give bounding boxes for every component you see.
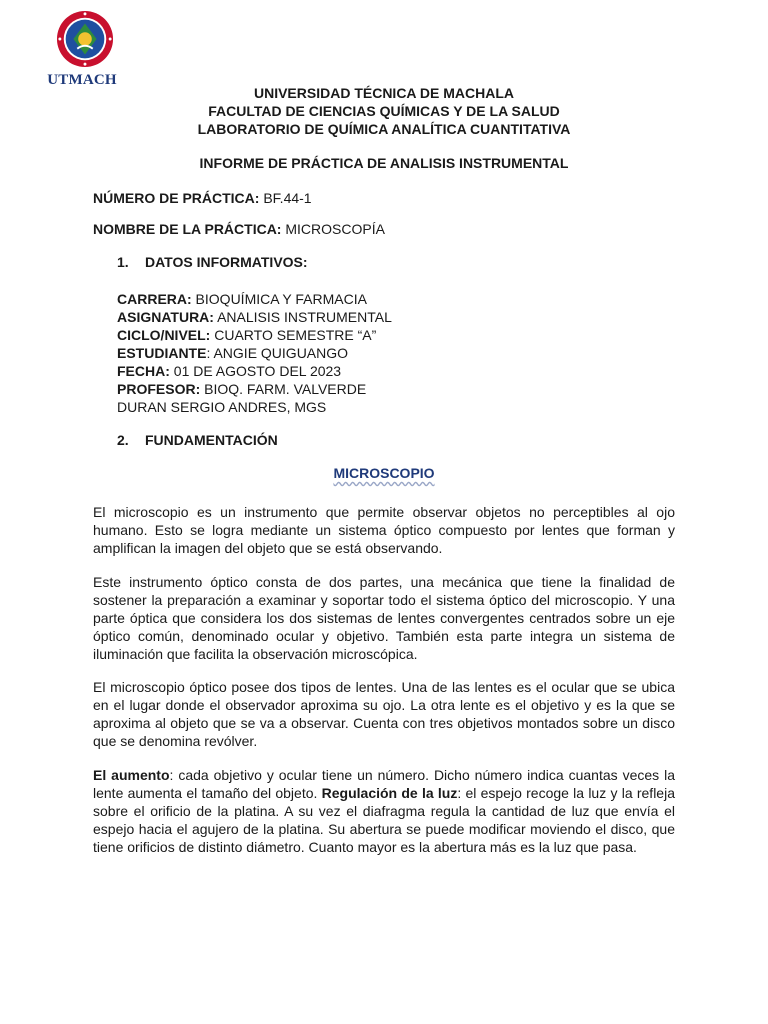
section-subtitle bbox=[0, 465, 768, 481]
university-name: UNIVERSIDAD TÉCNICA DE MACHALA bbox=[253, 85, 515, 101]
info-estudiante bbox=[117, 344, 392, 362]
carrera-value: BIOQUÍMICA Y FARMACIA bbox=[191, 291, 367, 307]
subtitle-text: MICROSCOPIO bbox=[333, 465, 435, 481]
estudiante-label: ESTUDIANTE bbox=[117, 345, 207, 361]
info-fecha bbox=[117, 362, 392, 380]
info-block bbox=[117, 290, 392, 416]
report-title: INFORME DE PRÁCTICA DE ANALISIS INSTRUMENTAL bbox=[199, 155, 569, 171]
term-regulacion-luz: Regulación de la luz bbox=[321, 785, 458, 801]
asignatura-label: ASIGNATURA: bbox=[117, 309, 214, 325]
faculty-name: FACULTAD DE CIENCIAS QUÍMICAS Y DE LA SALUD bbox=[208, 103, 560, 119]
practice-name-label: NOMBRE DE LA PRÁCTICA: bbox=[93, 221, 282, 237]
ciclo-value: CUARTO SEMESTRE “A” bbox=[210, 327, 377, 343]
paragraph-3: El microscopio óptico posee dos tipos de lentes. Una de las lentes es el ocular que se ubica en el lugar donde el observador aproxima su ojo. La otra lente es el objetivo y es la que se aproxima al objeto que se va a observar. Cuenta con tres objetivos montados sobre un disco que se denomina revólver. bbox=[93, 679, 675, 749]
fecha-label: FECHA: bbox=[117, 363, 170, 379]
logo-acronym: UTMACH bbox=[47, 72, 117, 88]
practice-number-label: NÚMERO DE PRÁCTICA: bbox=[93, 190, 260, 206]
section-1-title: DATOS INFORMATIVOS: bbox=[145, 254, 308, 270]
fecha-value: 01 DE AGOSTO DEL 2023 bbox=[169, 363, 342, 379]
university-seal-icon bbox=[56, 10, 114, 68]
carrera-label: CARRERA: bbox=[117, 291, 192, 307]
info-profesor bbox=[117, 380, 392, 398]
asignatura-value: ANALISIS INSTRUMENTAL bbox=[213, 309, 392, 325]
info-profesor-continuation: DURAN SERGIO ANDRES, MGS bbox=[117, 399, 327, 415]
laboratory-name: LABORATORIO DE QUÍMICA ANALÍTICA CUANTITATIVA bbox=[197, 121, 571, 137]
section-1-heading bbox=[117, 254, 308, 270]
university-logo bbox=[47, 10, 120, 89]
estudiante-value: : ANGIE QUIGUANGO bbox=[206, 345, 349, 361]
practice-number-value: BF.44-1 bbox=[259, 190, 312, 206]
section-2-number: 2. bbox=[117, 432, 129, 448]
paragraph-4 bbox=[93, 766, 675, 856]
practice-number bbox=[93, 190, 312, 206]
info-ciclo bbox=[117, 326, 392, 344]
paragraph-2: Este instrumento óptico consta de dos partes, una mecánica que tiene la finalidad de sostener la preparación a examinar y soportar todo el sistema óptico del microscopio. Y una parte óptica que considera los dos sistemas de lentes convergentes centrados sobre un eje óptico común, denominado ocular y objetivo. También esta parte integra un sistema de iluminación que facilita la observación microscópica. bbox=[93, 574, 675, 662]
section-2-title: FUNDAMENTACIÓN bbox=[145, 432, 278, 448]
ciclo-label: CICLO/NIVEL: bbox=[117, 327, 211, 343]
aumento-text: : cada objetivo y ocular tiene un número. Dicho número indica cuantas veces la lente aumenta el tamaño del objeto. bbox=[93, 767, 675, 801]
info-asignatura bbox=[117, 308, 392, 326]
profesor-value: BIOQ. FARM. VALVERDE bbox=[200, 381, 367, 397]
practice-name bbox=[93, 221, 385, 237]
profesor-label: PROFESOR: bbox=[117, 381, 201, 397]
document-header bbox=[0, 84, 768, 138]
regulacion-text: : el espejo recoge la luz y la refleja sobre el orificio de la platina. A su vez el diafragma regula la cantidad de luz que envía el espejo hacia el agujero de la platina. Su abertura se puede modificar moviendo el disco, que tiene orificios de distinto diámetro. Cuanto mayor es la abertura más es la luz que pasa. bbox=[93, 785, 675, 855]
paragraph-1: El microscopio es un instrumento que permite observar objetos no perceptibles al ojo humano. Esto se logra mediante un sistema óptico compuesto por lentes que forman y amplifican la imagen del objeto que se está observando. bbox=[93, 504, 675, 556]
term-aumento: El aumento bbox=[93, 767, 170, 783]
practice-name-value: MICROSCOPÍA bbox=[281, 221, 385, 237]
section-2-heading bbox=[117, 432, 278, 448]
section-1-number: 1. bbox=[117, 254, 129, 270]
info-carrera bbox=[117, 290, 392, 308]
